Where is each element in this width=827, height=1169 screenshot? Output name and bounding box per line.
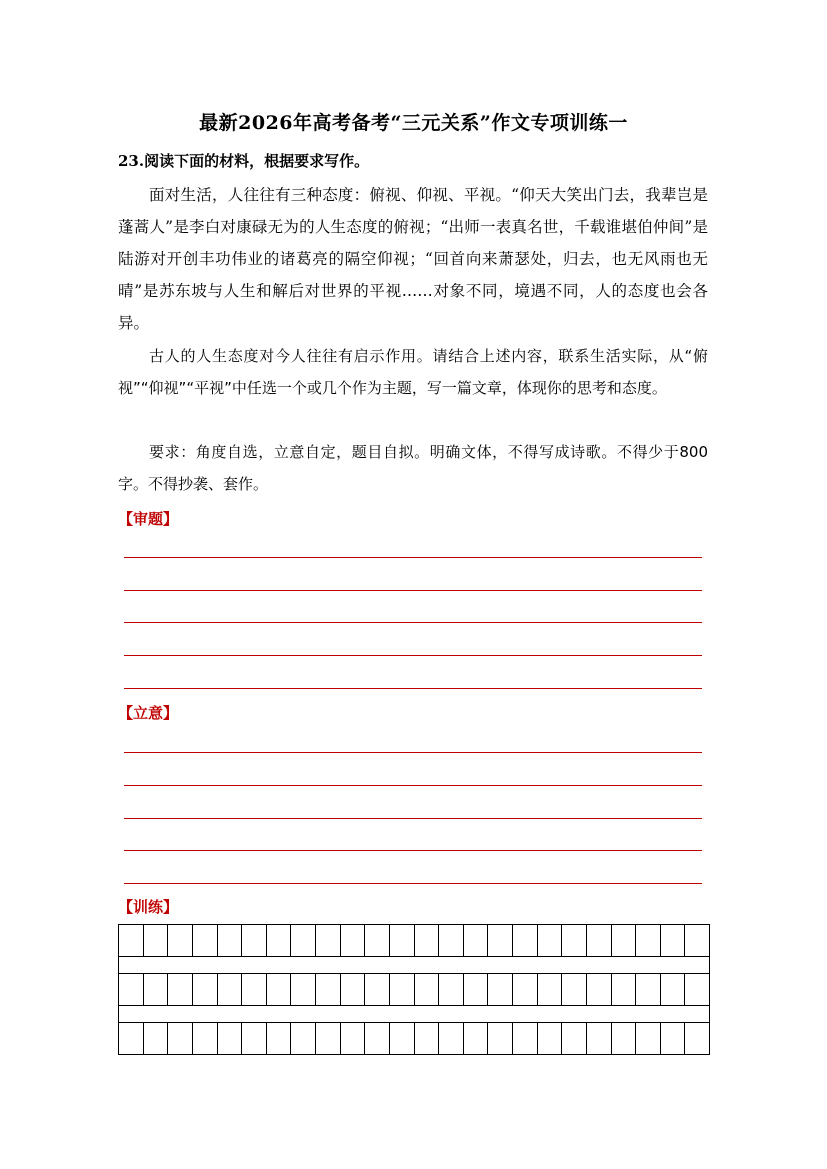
grid-cell[interactable] bbox=[661, 1023, 686, 1054]
answer-line[interactable] bbox=[124, 622, 702, 623]
grid-cell[interactable] bbox=[168, 974, 193, 1005]
grid-cell[interactable] bbox=[365, 974, 390, 1005]
grid-cell[interactable] bbox=[587, 925, 612, 956]
grid-cell[interactable] bbox=[562, 1023, 587, 1054]
grid-cell[interactable] bbox=[636, 1023, 661, 1054]
grid-cell[interactable] bbox=[193, 1023, 218, 1054]
grid-cell[interactable] bbox=[587, 1023, 612, 1054]
grid-cell[interactable] bbox=[218, 974, 243, 1005]
grid-cell[interactable] bbox=[341, 925, 366, 956]
grid-cell[interactable] bbox=[488, 1023, 513, 1054]
grid-cell[interactable] bbox=[685, 1023, 709, 1054]
answer-line[interactable] bbox=[124, 590, 702, 591]
grid-cell[interactable] bbox=[291, 1023, 316, 1054]
grid-cell[interactable] bbox=[291, 925, 316, 956]
grid-cell[interactable] bbox=[538, 1023, 563, 1054]
grid-cell[interactable] bbox=[636, 974, 661, 1005]
grid-cell[interactable] bbox=[415, 1023, 440, 1054]
grid-cell[interactable] bbox=[242, 974, 267, 1005]
grid-cell[interactable] bbox=[415, 974, 440, 1005]
grid-cell[interactable] bbox=[267, 1023, 292, 1054]
grid-cell[interactable] bbox=[365, 925, 390, 956]
grid-cell[interactable] bbox=[587, 974, 612, 1005]
grid-cell[interactable] bbox=[415, 925, 440, 956]
grid-cell[interactable] bbox=[538, 974, 563, 1005]
grid-cell[interactable] bbox=[513, 1023, 538, 1054]
grid-cell[interactable] bbox=[242, 925, 267, 956]
grid-cell[interactable] bbox=[612, 925, 637, 956]
grid-cell[interactable] bbox=[390, 1023, 415, 1054]
grid-cell[interactable] bbox=[464, 1023, 489, 1054]
grid-cell[interactable] bbox=[341, 974, 366, 1005]
grid-cell[interactable] bbox=[316, 974, 341, 1005]
grid-cell[interactable] bbox=[144, 974, 169, 1005]
grid-cell[interactable] bbox=[562, 974, 587, 1005]
grid-cell[interactable] bbox=[562, 925, 587, 956]
grid-cell[interactable] bbox=[538, 925, 563, 956]
grid-gap bbox=[118, 1006, 710, 1022]
grid-cell[interactable] bbox=[365, 1023, 390, 1054]
section-label-xunlian: 【训练】 bbox=[118, 898, 179, 916]
grid-cell[interactable] bbox=[218, 1023, 243, 1054]
grid-cell[interactable] bbox=[685, 974, 709, 1005]
question-heading: 23.阅读下面的材料，根据要求写作。 bbox=[118, 152, 370, 170]
grid-cell[interactable] bbox=[488, 974, 513, 1005]
section-label-shenti: 【审题】 bbox=[118, 510, 179, 528]
grid-cell[interactable] bbox=[242, 1023, 267, 1054]
grid-cell[interactable] bbox=[168, 925, 193, 956]
grid-row[interactable] bbox=[118, 973, 710, 1006]
grid-cell[interactable] bbox=[390, 974, 415, 1005]
grid-cell[interactable] bbox=[488, 925, 513, 956]
answer-line[interactable] bbox=[124, 557, 702, 558]
answer-line[interactable] bbox=[124, 655, 702, 656]
section-label-liyi: 【立意】 bbox=[118, 704, 179, 722]
answer-line[interactable] bbox=[124, 818, 702, 819]
answer-line[interactable] bbox=[124, 785, 702, 786]
answer-line[interactable] bbox=[124, 752, 702, 753]
grid-cell[interactable] bbox=[636, 925, 661, 956]
grid-cell[interactable] bbox=[193, 925, 218, 956]
grid-cell[interactable] bbox=[316, 925, 341, 956]
grid-cell[interactable] bbox=[513, 925, 538, 956]
grid-cell[interactable] bbox=[168, 1023, 193, 1054]
grid-cell[interactable] bbox=[316, 1023, 341, 1054]
grid-cell[interactable] bbox=[267, 974, 292, 1005]
grid-cell[interactable] bbox=[341, 1023, 366, 1054]
grid-cell[interactable] bbox=[119, 974, 144, 1005]
grid-cell[interactable] bbox=[464, 925, 489, 956]
grid-cell[interactable] bbox=[612, 974, 637, 1005]
grid-cell[interactable] bbox=[267, 925, 292, 956]
grid-row[interactable] bbox=[118, 1022, 710, 1055]
page-title: 最新2026年高考备考“三元关系”作文专项训练一 bbox=[199, 112, 628, 134]
answer-line[interactable] bbox=[124, 883, 702, 884]
grid-cell[interactable] bbox=[144, 1023, 169, 1054]
answer-line[interactable] bbox=[124, 688, 702, 689]
grid-cell[interactable] bbox=[119, 1023, 144, 1054]
grid-cell[interactable] bbox=[661, 925, 686, 956]
grid-cell[interactable] bbox=[119, 925, 144, 956]
grid-cell[interactable] bbox=[439, 1023, 464, 1054]
grid-cell[interactable] bbox=[661, 974, 686, 1005]
grid-cell[interactable] bbox=[612, 1023, 637, 1054]
grid-cell[interactable] bbox=[439, 925, 464, 956]
grid-cell[interactable] bbox=[193, 974, 218, 1005]
grid-row[interactable] bbox=[118, 924, 710, 957]
grid-cell[interactable] bbox=[218, 925, 243, 956]
grid-cell[interactable] bbox=[439, 974, 464, 1005]
grid-cell[interactable] bbox=[513, 974, 538, 1005]
grid-gap bbox=[118, 957, 710, 973]
grid-cell[interactable] bbox=[390, 925, 415, 956]
requirements-paragraph: 要求：角度自选，立意自定，题目自拟。明确文体，不得写成诗歌。不得少于800字。不得抄袭、套作。 bbox=[118, 443, 708, 493]
grid-cell[interactable] bbox=[685, 925, 709, 956]
grid-cell[interactable] bbox=[144, 925, 169, 956]
writing-grid bbox=[118, 924, 710, 1056]
grid-cell[interactable] bbox=[464, 974, 489, 1005]
grid-cell[interactable] bbox=[291, 974, 316, 1005]
material-paragraph: 面对生活，人往往有三种态度：俯视、仰视、平视。“仰天大笑出门去，我辈岂是蓬蒿人”是李白对康碌无为的人生态度的俯视；“出师一表真名世，千载谁堪伯仲间”是陆游对开创丰功伟业的诸葛亮的隔空仰视；“回首向来萧瑟处，归去，也无风雨也无晴”是苏东坡与人生和解后对世界的平视……对象不同，境遇不同，人的态度也会各异。 bbox=[118, 186, 708, 332]
answer-line[interactable] bbox=[124, 850, 702, 851]
instruction-paragraph: 古人的人生态度对今人往往有启示作用。请结合上述内容，联系生活实际，从“俯视”“仰视”“平视”中任选一个或几个作为主题，写一篇文章，体现你的思考和态度。 bbox=[118, 347, 708, 397]
